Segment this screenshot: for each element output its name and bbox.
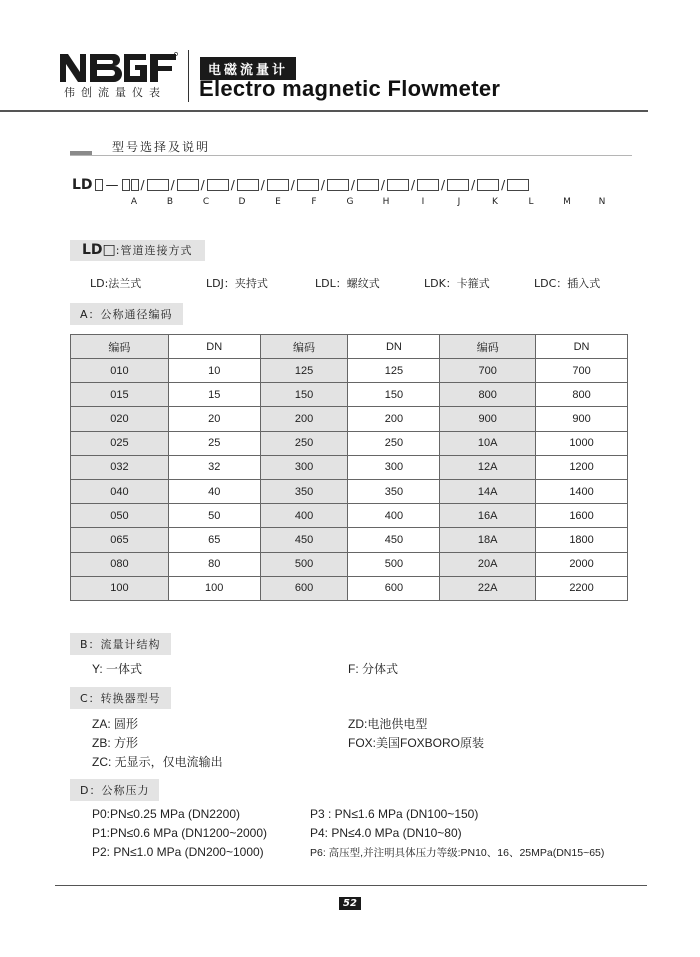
table-cell: 50 — [168, 504, 260, 528]
table-header: DN — [168, 335, 260, 359]
code-letter: G — [346, 197, 354, 207]
ld-section-label — [70, 240, 205, 261]
table-cell: 100 — [71, 576, 169, 600]
model-code-row: LD — / / / / / / / / / / / / / — [72, 176, 530, 194]
table-cell: 050 — [71, 504, 169, 528]
c-option: ZC: 无显示，仅电流输出 — [92, 755, 223, 769]
table-cell: 250 — [260, 431, 348, 455]
table-cell: 125 — [348, 359, 440, 383]
table-cell: 800 — [536, 383, 628, 407]
b-option-integral: Y: 一体式 — [92, 662, 143, 676]
code-box-ld — [95, 179, 103, 191]
table-row — [71, 576, 628, 600]
footer-rule — [55, 885, 647, 886]
code-box-a2 — [131, 179, 139, 191]
table-cell: 015 — [71, 383, 169, 407]
code-letter: D — [238, 197, 246, 207]
table-cell: 100 — [168, 576, 260, 600]
code-box-f — [267, 179, 289, 191]
code-letter: K — [492, 197, 498, 207]
table-cell: 16A — [440, 504, 536, 528]
d-option: P1:PN≤0.6 MPa (DN1200~2000) — [92, 826, 268, 840]
d-option: P3 : PN≤1.6 MPa (DN100~150) — [310, 807, 479, 821]
page-number: 52 — [339, 897, 361, 910]
table-cell: 800 — [440, 383, 536, 407]
table-cell: 350 — [260, 479, 348, 503]
c-option: ZD:电池供电型 — [348, 717, 428, 731]
table-row — [71, 359, 628, 383]
table-row — [71, 528, 628, 552]
table-cell: 12A — [440, 455, 536, 479]
a-section-label: A：公称通径编码 — [70, 303, 183, 325]
table-cell: 025 — [71, 431, 169, 455]
table-cell: 400 — [260, 504, 348, 528]
table-cell: 250 — [348, 431, 440, 455]
code-box-a1 — [122, 179, 130, 191]
d-option: P4: PN≤4.0 MPa (DN10~80) — [310, 826, 462, 840]
code-box-c — [177, 179, 199, 191]
code-box-j — [387, 179, 409, 191]
section-rule — [70, 155, 632, 156]
code-box-i — [357, 179, 379, 191]
table-cell: 32 — [168, 455, 260, 479]
table-cell: 600 — [348, 576, 440, 600]
code-letter: N — [598, 197, 606, 207]
table-cell: 040 — [71, 479, 169, 503]
d-option: P6: 高压型,并注明具体压力等级:PN10、16、25MPa(DN15~65) — [310, 847, 605, 859]
section-title: 型号选择及说明 — [112, 140, 211, 154]
table-cell: 200 — [348, 407, 440, 431]
table-cell: 2200 — [536, 576, 628, 600]
code-box-m — [477, 179, 499, 191]
company-name: 伟创流量仪表 — [64, 86, 166, 99]
d-section-label: D：公称压力 — [70, 779, 159, 801]
table-cell: 080 — [71, 552, 169, 576]
code-box-g — [297, 179, 319, 191]
header-rule — [0, 110, 648, 112]
c-option: FOX:美国FOXBORO原装 — [348, 736, 485, 750]
table-cell: 020 — [71, 407, 169, 431]
table-cell: 40 — [168, 479, 260, 503]
model-code-prefix: LD — [72, 177, 93, 193]
table-cell: 300 — [260, 455, 348, 479]
table-row — [71, 455, 628, 479]
ld-option: LDK：卡箍式 — [424, 277, 490, 290]
table-header: DN — [536, 335, 628, 359]
table-cell: 22A — [440, 576, 536, 600]
table-header: 编码 — [440, 335, 536, 359]
code-letter: B — [166, 197, 174, 207]
table-cell: 1600 — [536, 504, 628, 528]
table-cell: 10 — [168, 359, 260, 383]
table-cell: 80 — [168, 552, 260, 576]
table-cell: 1200 — [536, 455, 628, 479]
table-row — [71, 504, 628, 528]
table-cell: 65 — [168, 528, 260, 552]
code-letter: A — [130, 197, 138, 207]
table-cell: 900 — [440, 407, 536, 431]
code-letter: C — [202, 197, 210, 207]
table-row — [71, 407, 628, 431]
code-letter: M — [563, 197, 571, 207]
table-cell: 1400 — [536, 479, 628, 503]
ld-option: LDC：插入式 — [534, 277, 601, 290]
table-header: 编码 — [71, 335, 169, 359]
table-cell: 065 — [71, 528, 169, 552]
ld-option: LDL：螺纹式 — [315, 277, 380, 290]
table-row — [71, 479, 628, 503]
code-box-n — [507, 179, 529, 191]
code-letter: I — [421, 197, 425, 207]
table-cell: 14A — [440, 479, 536, 503]
code-letter: H — [382, 197, 390, 207]
table-cell: 25 — [168, 431, 260, 455]
b-option-split: F: 分体式 — [348, 662, 398, 676]
table-cell: 125 — [260, 359, 348, 383]
code-box-h — [327, 179, 349, 191]
table-cell: 900 — [536, 407, 628, 431]
table-cell: 600 — [260, 576, 348, 600]
table-header: 编码 — [260, 335, 348, 359]
code-box-k — [417, 179, 439, 191]
table-cell: 500 — [348, 552, 440, 576]
table-header: DN — [348, 335, 440, 359]
table-cell: 300 — [348, 455, 440, 479]
table-cell: 450 — [260, 528, 348, 552]
table-cell: 20A — [440, 552, 536, 576]
header-divider — [188, 50, 189, 102]
table-row — [71, 431, 628, 455]
c-option: ZB: 方形 — [92, 736, 139, 750]
table-cell: 150 — [260, 383, 348, 407]
table-cell: 010 — [71, 359, 169, 383]
code-box-b — [147, 179, 169, 191]
table-cell: 700 — [440, 359, 536, 383]
d-option: P2: PN≤1.0 MPa (DN200~1000) — [92, 845, 264, 859]
table-cell: 1000 — [536, 431, 628, 455]
table-cell: 15 — [168, 383, 260, 407]
table-cell: 20 — [168, 407, 260, 431]
table-cell: 10A — [440, 431, 536, 455]
table-cell: 18A — [440, 528, 536, 552]
code-letter: L — [528, 197, 534, 207]
table-row — [71, 383, 628, 407]
table-cell: 450 — [348, 528, 440, 552]
table-row — [71, 552, 628, 576]
code-box-d — [207, 179, 229, 191]
ld-label-code: LD□ — [82, 242, 116, 258]
d-option: P0:PN≤0.25 MPa (DN2200) — [92, 807, 240, 821]
table-cell: 500 — [260, 552, 348, 576]
table-cell: 2000 — [536, 552, 628, 576]
table-cell: 400 — [348, 504, 440, 528]
c-option: ZA: 圆形 — [92, 717, 139, 731]
ld-option: LD:法兰式 — [90, 277, 142, 290]
ld-option: LDJ：夹持式 — [206, 277, 268, 290]
dn-code-table — [70, 334, 628, 601]
code-box-l — [447, 179, 469, 191]
table-cell: 700 — [536, 359, 628, 383]
code-letter: J — [457, 197, 461, 207]
title-en: Electro magnetic Flowmeter — [199, 76, 501, 101]
code-letter: F — [311, 197, 317, 207]
c-section-label: C：转换器型号 — [70, 687, 171, 709]
table-cell: 150 — [348, 383, 440, 407]
table-cell: 032 — [71, 455, 169, 479]
code-dash: — — [105, 177, 119, 193]
table-cell: 200 — [260, 407, 348, 431]
ld-label-text: :管道连接方式 — [115, 244, 193, 257]
code-box-e — [237, 179, 259, 191]
table-cell: 350 — [348, 479, 440, 503]
code-letter: E — [275, 197, 281, 207]
table-cell: 1800 — [536, 528, 628, 552]
title-cn: 电磁流量计 — [200, 57, 296, 80]
b-section-label: B：流量计结构 — [70, 633, 171, 655]
table-header-row — [71, 335, 628, 359]
